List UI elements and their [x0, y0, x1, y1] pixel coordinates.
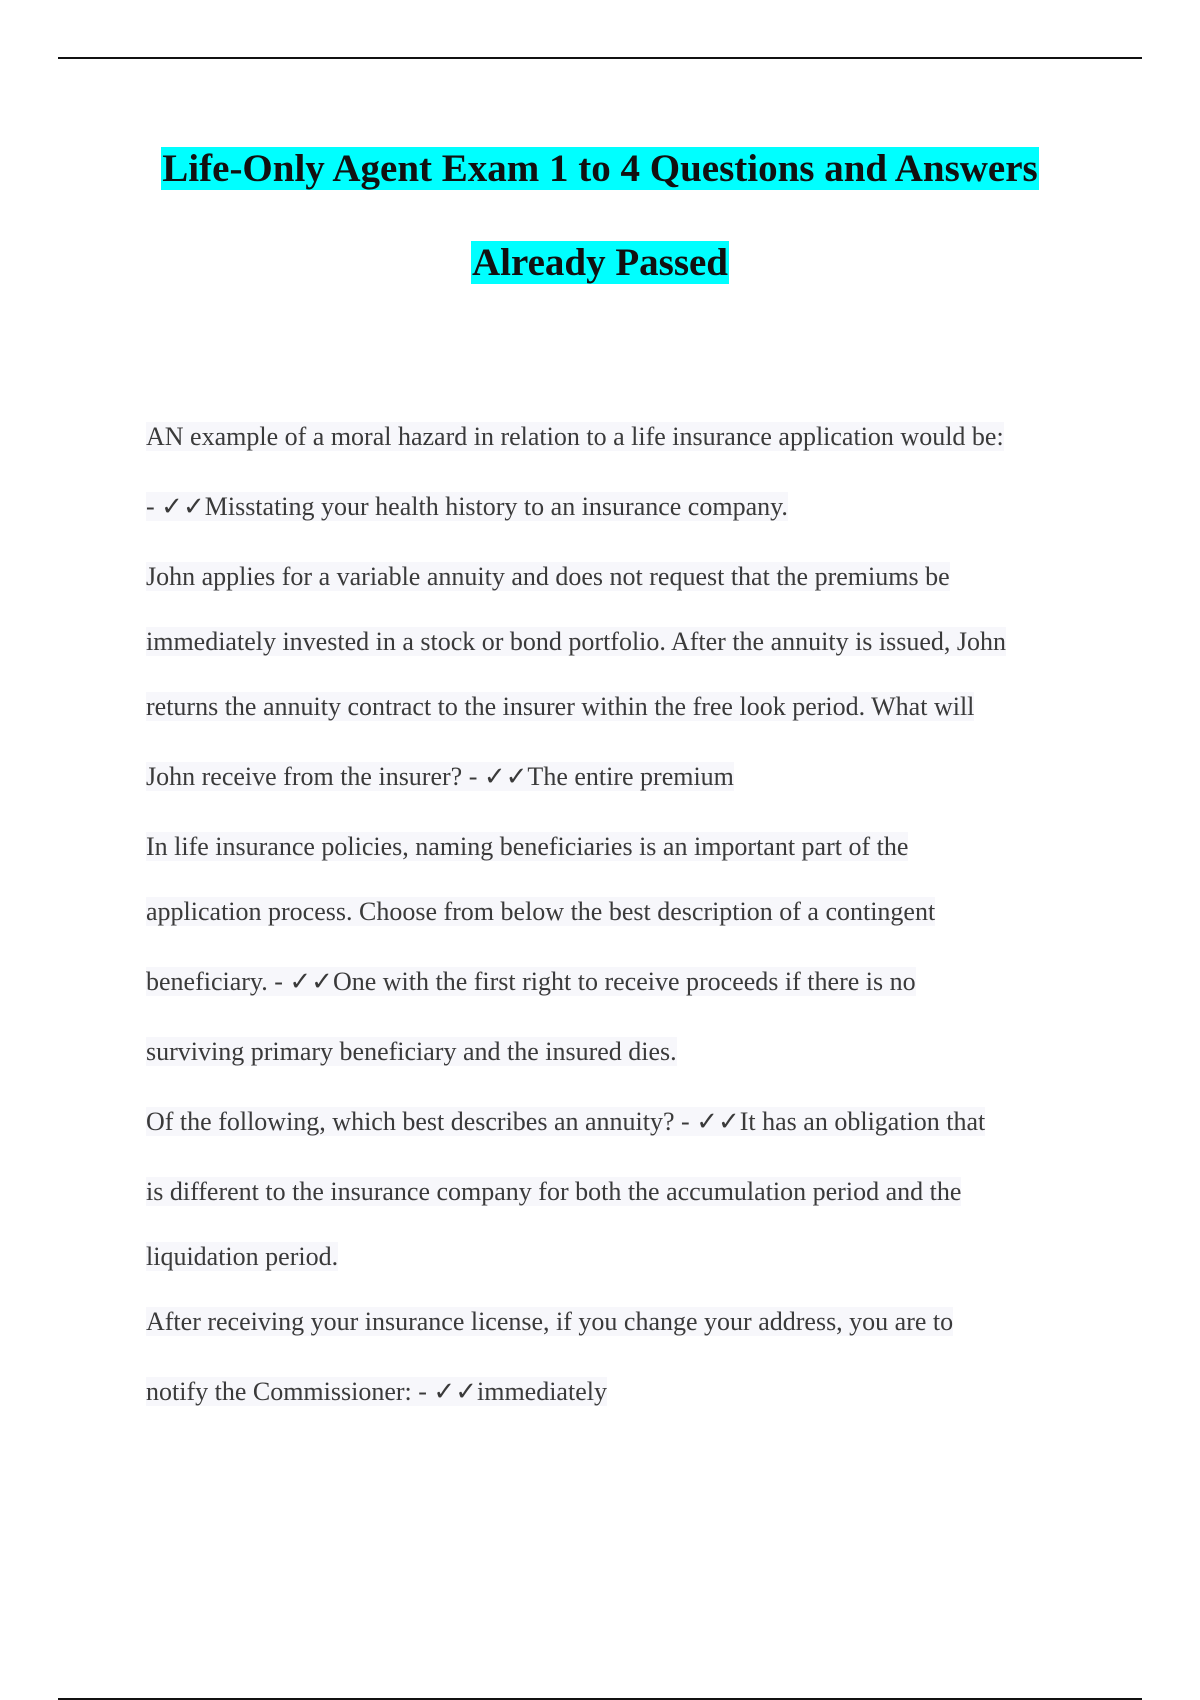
line-text: notify the Commissioner: - ✓✓immediately: [146, 1377, 607, 1406]
text-line: [146, 1105, 985, 1139]
text-line: [146, 760, 734, 794]
text-line: [146, 830, 908, 864]
text-line: [146, 965, 916, 999]
text-line: [146, 1240, 338, 1274]
document-title-line-2: [0, 240, 1200, 286]
line-text: John receive from the insurer? - ✓✓The entire premium: [146, 762, 734, 791]
line-text: - ✓✓Misstating your health history to an insurance company.: [146, 492, 788, 521]
text-line: [146, 1305, 953, 1339]
text-line: [146, 895, 935, 929]
title-highlight-1: Life-Only Agent Exam 1 to 4 Questions and Answers: [162, 147, 1038, 190]
line-text: returns the annuity contract to the insurer within the free look period. What will: [146, 692, 975, 721]
line-text: John applies for a variable annuity and does not request that the premiums be: [146, 562, 950, 591]
line-text: liquidation period.: [146, 1242, 339, 1271]
line-text: application process. Choose from below the best description of a contingent: [146, 897, 936, 926]
line-text: surviving primary beneficiary and the insured dies.: [146, 1037, 677, 1066]
document-title-line-1: [0, 146, 1200, 192]
line-text: In life insurance policies, naming beneficiaries is an important part of the: [146, 832, 909, 861]
line-text: immediately invested in a stock or bond portfolio. After the annuity is issued, John: [146, 627, 1007, 656]
text-line: [146, 690, 974, 724]
text-line: [146, 560, 950, 594]
line-text: beneficiary. - ✓✓One with the first right to receive proceeds if there is no: [146, 967, 916, 996]
text-line: [146, 420, 1004, 454]
line-text: is different to the insurance company for both the accumulation period and the: [146, 1177, 962, 1206]
line-text: AN example of a moral hazard in relation to a life insurance application would be:: [146, 422, 1004, 451]
text-line: [146, 1175, 961, 1209]
text-line: [146, 1375, 607, 1409]
text-line: [146, 625, 1006, 659]
text-line: [146, 1035, 677, 1069]
text-line: [146, 490, 788, 524]
line-text: After receiving your insurance license, if you change your address, you are to: [146, 1307, 954, 1336]
top-rule: [58, 57, 1142, 59]
title-highlight-2: Already Passed: [471, 241, 729, 284]
line-text: Of the following, which best describes an annuity? - ✓✓It has an obligation that: [146, 1107, 986, 1136]
